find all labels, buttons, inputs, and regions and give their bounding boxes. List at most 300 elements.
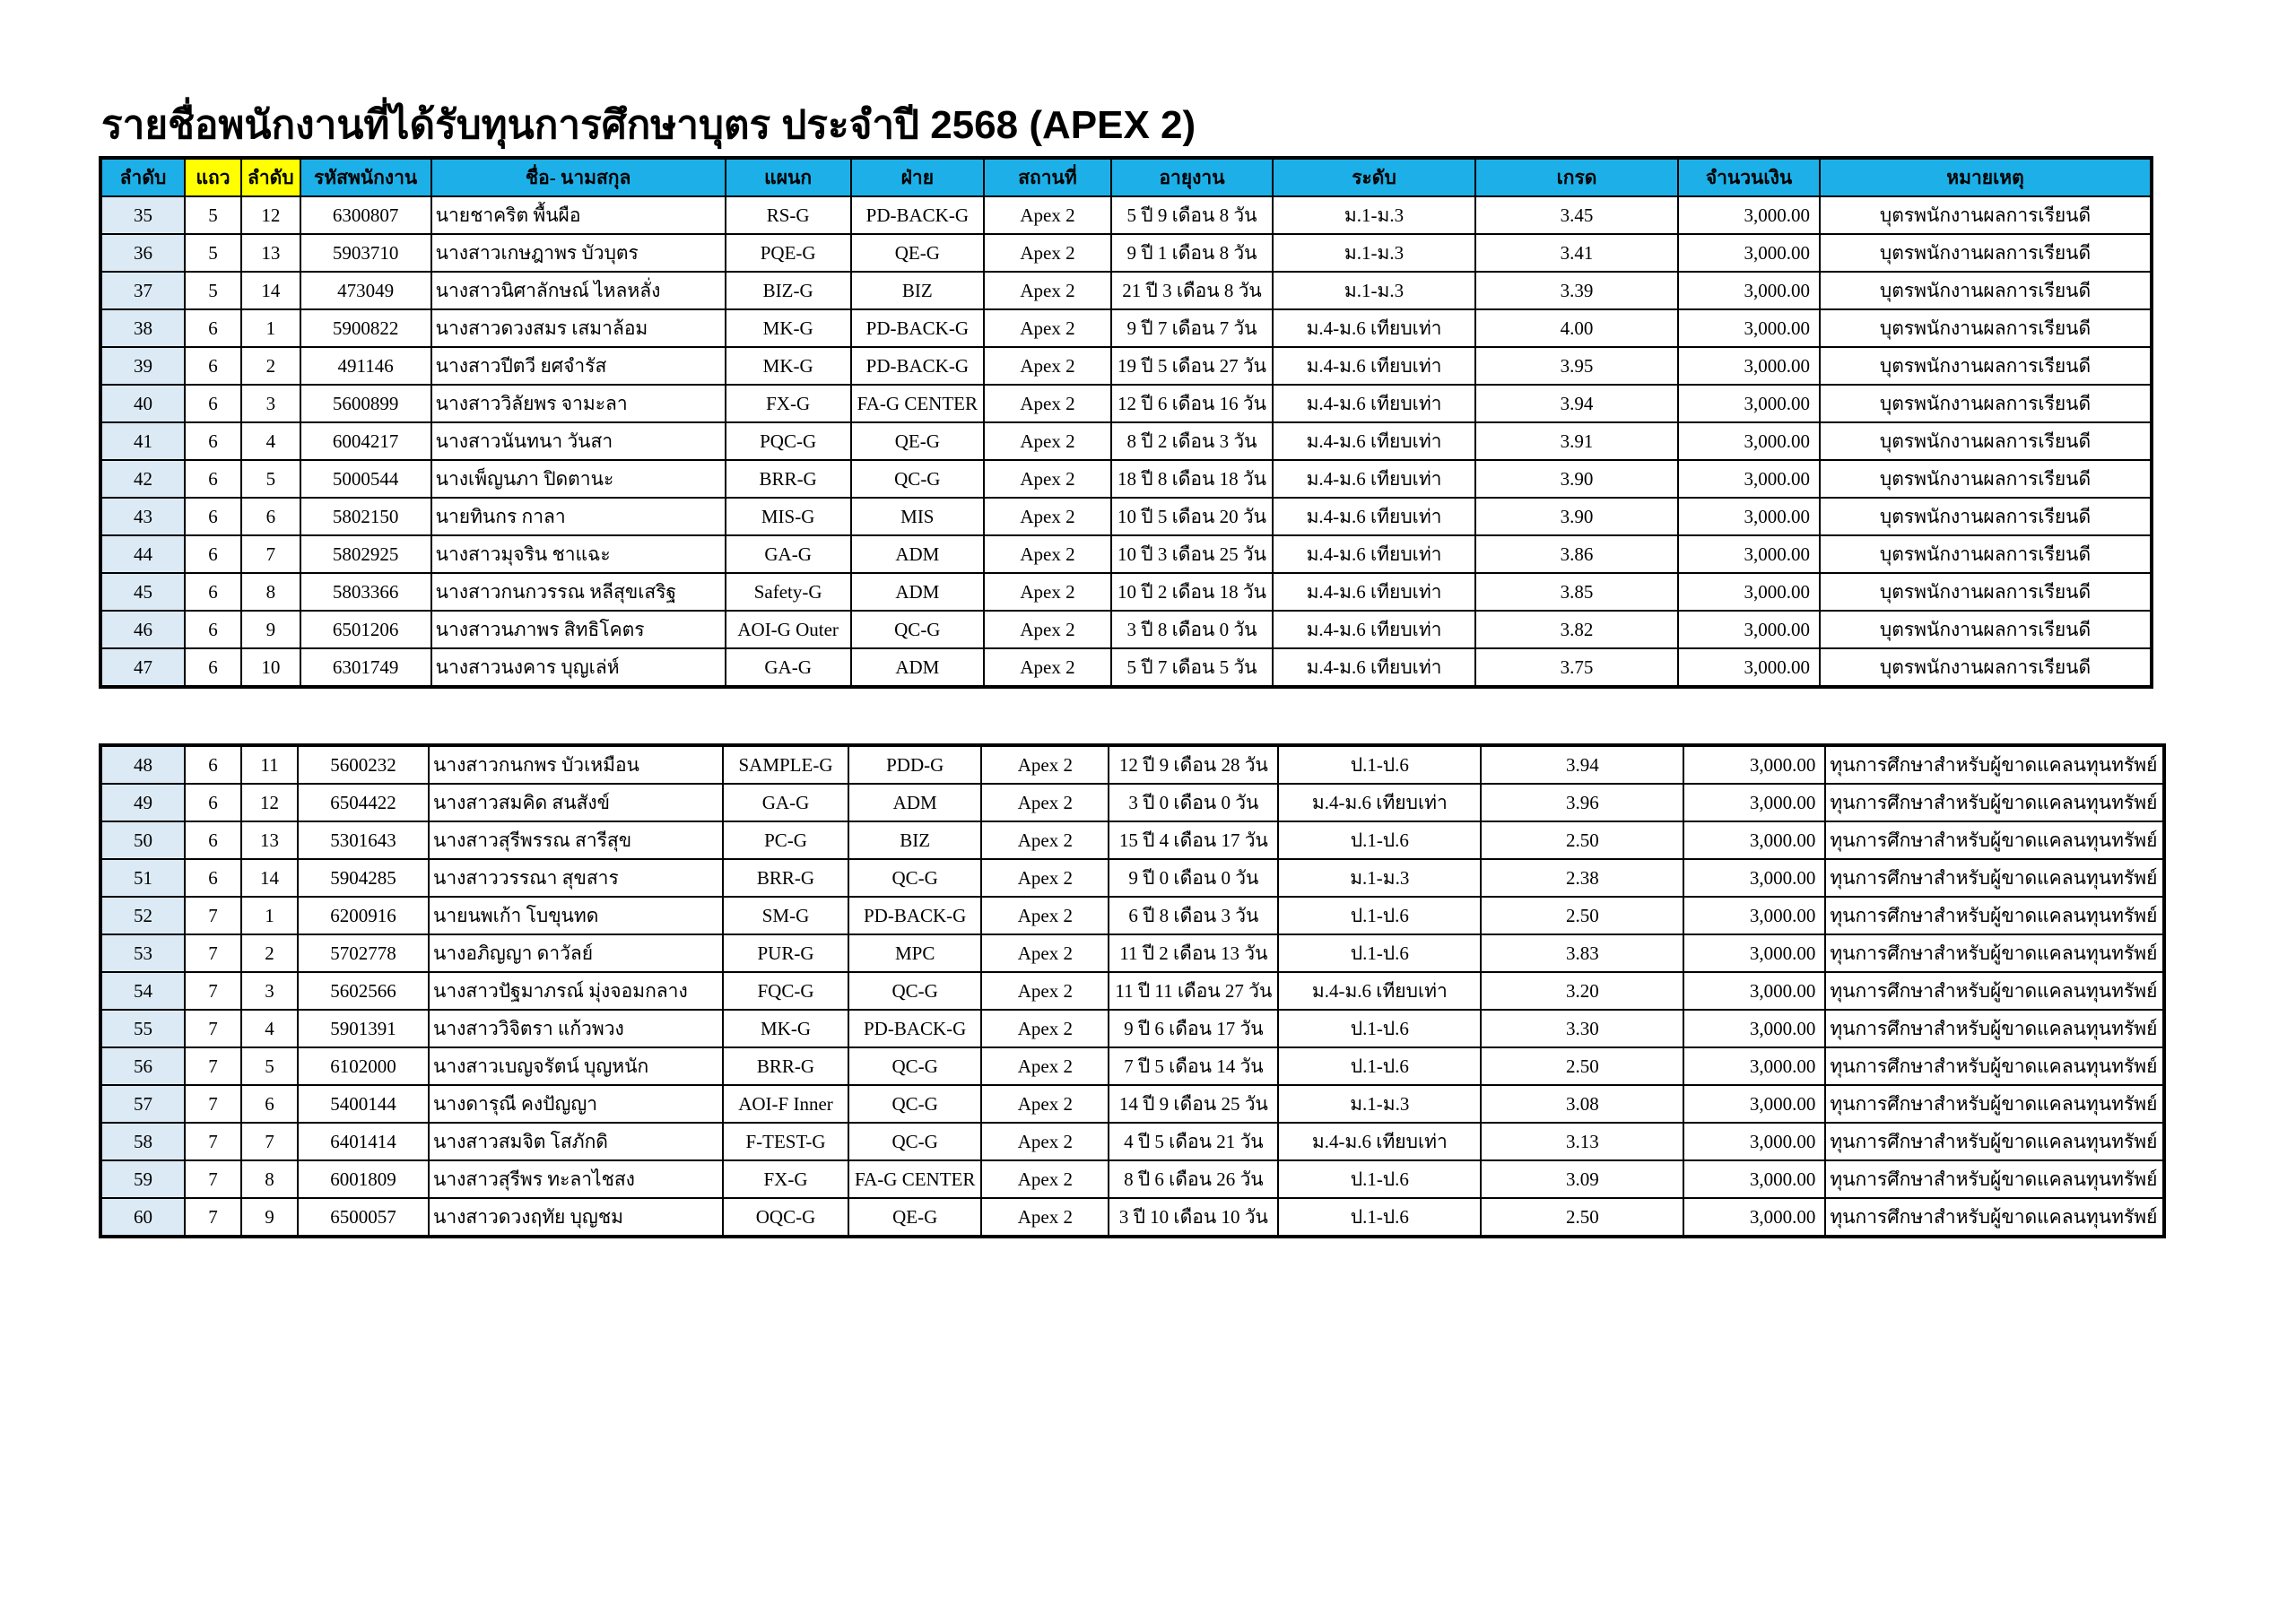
- cell-employee-id: 5903710: [300, 234, 431, 272]
- cell-level: ม.4-ม.6 เทียบเท่า: [1273, 347, 1475, 385]
- cell-remark: บุตรพนักงานผลการเรียนดี: [1820, 648, 2152, 687]
- cell-remark: บุตรพนักงานผลการเรียนดี: [1820, 385, 2152, 422]
- table-row: [100, 385, 2152, 422]
- cell-employee-id: 5901391: [298, 1010, 429, 1047]
- cell-department: PC-G: [723, 821, 848, 859]
- cell-department: BRR-G: [726, 460, 851, 498]
- cell-remark: ทุนการศึกษาสำหรับผู้ขาดแคลนทุนทรัพย์: [1825, 745, 2164, 784]
- cell-name: นางสาวกนกวรรณ หลีสุขเสริฐ: [431, 573, 726, 611]
- cell-tenure: 9 ปี 1 เดือน 8 วัน: [1111, 234, 1273, 272]
- cell-division: QC-G: [848, 1047, 981, 1085]
- table-row: [100, 234, 2152, 272]
- cell-row: 5: [185, 272, 241, 309]
- cell-tenure: 6 ปี 8 เดือน 3 วัน: [1109, 897, 1278, 934]
- cell-department: PUR-G: [723, 934, 848, 972]
- cell-seq: 8: [241, 573, 300, 611]
- cell-amount: 3,000.00: [1683, 897, 1825, 934]
- cell-location: Apex 2: [984, 573, 1111, 611]
- cell-row: 7: [185, 1010, 241, 1047]
- cell-amount: 3,000.00: [1683, 784, 1825, 821]
- cell-level: ม.1-ม.3: [1273, 196, 1475, 234]
- cell-order: 44: [100, 535, 185, 573]
- table-row: [100, 1047, 2164, 1085]
- table-row: [100, 934, 2164, 972]
- cell-employee-id: 473049: [300, 272, 431, 309]
- table-row: [100, 1010, 2164, 1047]
- cell-level: ม.4-ม.6 เทียบเท่า: [1273, 309, 1475, 347]
- cell-amount: 3,000.00: [1683, 1010, 1825, 1047]
- cell-seq: 13: [241, 821, 298, 859]
- cell-employee-id: 6301749: [300, 648, 431, 687]
- cell-seq: 2: [241, 347, 300, 385]
- cell-division: BIZ: [851, 272, 984, 309]
- cell-order: 49: [100, 784, 185, 821]
- cell-name: นางสาวกนกพร บัวเหมือน: [429, 745, 723, 784]
- cell-grade: 2.38: [1481, 859, 1683, 897]
- cell-seq: 5: [241, 1047, 298, 1085]
- cell-level: ม.4-ม.6 เทียบเท่า: [1278, 1123, 1481, 1160]
- cell-grade: 2.50: [1481, 821, 1683, 859]
- cell-name: นางสาววรรณา สุขสาร: [429, 859, 723, 897]
- cell-seq: 7: [241, 535, 300, 573]
- cell-row: 6: [185, 498, 241, 535]
- cell-tenure: 10 ปี 2 เดือน 18 วัน: [1111, 573, 1273, 611]
- cell-division: QC-G: [851, 611, 984, 648]
- cell-order: 53: [100, 934, 185, 972]
- cell-amount: 3,000.00: [1683, 1085, 1825, 1123]
- cell-name: นายชาคริต พื้นผือ: [431, 196, 726, 234]
- cell-seq: 6: [241, 1085, 298, 1123]
- cell-grade: 3.90: [1475, 460, 1678, 498]
- cell-level: ม.4-ม.6 เทียบเท่า: [1273, 385, 1475, 422]
- cell-level: ม.4-ม.6 เทียบเท่า: [1278, 784, 1481, 821]
- cell-remark: บุตรพนักงานผลการเรียนดี: [1820, 272, 2152, 309]
- cell-seq: 12: [241, 784, 298, 821]
- cell-location: Apex 2: [981, 1123, 1109, 1160]
- cell-employee-id: 6200916: [298, 897, 429, 934]
- cell-name: นางสาวดวงฤทัย บุญชม: [429, 1198, 723, 1237]
- col-header-remark: หมายเหตุ: [1820, 158, 2152, 196]
- cell-level: ม.1-ม.3: [1278, 859, 1481, 897]
- cell-department: AOI-G Outer: [726, 611, 851, 648]
- cell-tenure: 10 ปี 3 เดือน 25 วัน: [1111, 535, 1273, 573]
- cell-tenure: 19 ปี 5 เดือน 27 วัน: [1111, 347, 1273, 385]
- cell-row: 7: [185, 1198, 241, 1237]
- cell-row: 6: [185, 648, 241, 687]
- cell-division: ADM: [851, 573, 984, 611]
- cell-amount: 3,000.00: [1678, 573, 1820, 611]
- cell-location: Apex 2: [981, 1085, 1109, 1123]
- table-row: [100, 972, 2164, 1010]
- cell-remark: บุตรพนักงานผลการเรียนดี: [1820, 309, 2152, 347]
- scholarship-table-need-based: [99, 743, 2166, 1238]
- cell-tenure: 9 ปี 7 เดือน 7 วัน: [1111, 309, 1273, 347]
- cell-row: 6: [185, 859, 241, 897]
- table-row: [100, 347, 2152, 385]
- cell-order: 35: [100, 196, 185, 234]
- cell-grade: 2.50: [1481, 1047, 1683, 1085]
- cell-seq: 4: [241, 1010, 298, 1047]
- cell-order: 60: [100, 1198, 185, 1237]
- cell-row: 6: [185, 611, 241, 648]
- cell-seq: 10: [241, 648, 300, 687]
- cell-amount: 3,000.00: [1683, 1047, 1825, 1085]
- cell-department: F-TEST-G: [723, 1123, 848, 1160]
- cell-seq: 7: [241, 1123, 298, 1160]
- table-row: [100, 498, 2152, 535]
- cell-order: 39: [100, 347, 185, 385]
- cell-seq: 3: [241, 385, 300, 422]
- cell-employee-id: 5803366: [300, 573, 431, 611]
- cell-employee-id: 5400144: [298, 1085, 429, 1123]
- cell-level: ม.4-ม.6 เทียบเท่า: [1278, 972, 1481, 1010]
- cell-tenure: 8 ปี 2 เดือน 3 วัน: [1111, 422, 1273, 460]
- cell-order: 52: [100, 897, 185, 934]
- cell-row: 7: [185, 1085, 241, 1123]
- cell-name: นางสาวปีตวี ยศจำรัส: [431, 347, 726, 385]
- cell-employee-id: 5802150: [300, 498, 431, 535]
- cell-amount: 3,000.00: [1683, 972, 1825, 1010]
- cell-order: 42: [100, 460, 185, 498]
- cell-name: นางสาวเกษฎาพร บัวบุตร: [431, 234, 726, 272]
- cell-row: 6: [185, 784, 241, 821]
- cell-remark: บุตรพนักงานผลการเรียนดี: [1820, 498, 2152, 535]
- cell-order: 51: [100, 859, 185, 897]
- cell-location: Apex 2: [981, 784, 1109, 821]
- page-title: รายชื่อพนักงานที่ได้รับทุนการศึกษาบุตร ประจำปี 2568 (APEX 2): [101, 103, 1196, 147]
- cell-employee-id: 6004217: [300, 422, 431, 460]
- col-header-employee-id: รหัสพนักงาน: [300, 158, 431, 196]
- table-row: [100, 648, 2152, 687]
- cell-name: นางสาวดวงสมร เสมาล้อม: [431, 309, 726, 347]
- cell-division: PD-BACK-G: [851, 347, 984, 385]
- cell-row: 5: [185, 196, 241, 234]
- cell-employee-id: 5600232: [298, 745, 429, 784]
- cell-grade: 3.85: [1475, 573, 1678, 611]
- cell-location: Apex 2: [981, 1010, 1109, 1047]
- cell-seq: 5: [241, 460, 300, 498]
- cell-order: 59: [100, 1160, 185, 1198]
- cell-tenure: 21 ปี 3 เดือน 8 วัน: [1111, 272, 1273, 309]
- cell-location: Apex 2: [984, 422, 1111, 460]
- cell-employee-id: 5900822: [300, 309, 431, 347]
- cell-employee-id: 5802925: [300, 535, 431, 573]
- cell-order: 56: [100, 1047, 185, 1085]
- cell-location: Apex 2: [981, 972, 1109, 1010]
- cell-employee-id: 491146: [300, 347, 431, 385]
- cell-order: 57: [100, 1085, 185, 1123]
- cell-remark: บุตรพนักงานผลการเรียนดี: [1820, 234, 2152, 272]
- cell-remark: ทุนการศึกษาสำหรับผู้ขาดแคลนทุนทรัพย์: [1825, 859, 2164, 897]
- cell-seq: 9: [241, 611, 300, 648]
- cell-location: Apex 2: [984, 272, 1111, 309]
- cell-name: นางสาววิจิตรา แก้วพวง: [429, 1010, 723, 1047]
- cell-row: 6: [185, 745, 241, 784]
- cell-amount: 3,000.00: [1678, 309, 1820, 347]
- col-header-division: ฝ่าย: [851, 158, 984, 196]
- cell-employee-id: 6501206: [300, 611, 431, 648]
- cell-name: นางสาวสมจิต โสภักดิ: [429, 1123, 723, 1160]
- cell-tenure: 8 ปี 6 เดือน 26 วัน: [1109, 1160, 1278, 1198]
- cell-name: นางสาวปัฐมาภรณ์ มุ่งจอมกลาง: [429, 972, 723, 1010]
- cell-location: Apex 2: [981, 859, 1109, 897]
- cell-name: นางสาวสมคิด สนสังข์: [429, 784, 723, 821]
- table-row: [100, 535, 2152, 573]
- cell-seq: 2: [241, 934, 298, 972]
- cell-location: Apex 2: [984, 498, 1111, 535]
- cell-seq: 1: [241, 309, 300, 347]
- col-header-amount: จำนวนเงิน: [1678, 158, 1820, 196]
- table-row: [100, 1123, 2164, 1160]
- cell-department: BIZ-G: [726, 272, 851, 309]
- cell-level: ม.4-ม.6 เทียบเท่า: [1273, 648, 1475, 687]
- cell-grade: 3.20: [1481, 972, 1683, 1010]
- table-row: [100, 422, 2152, 460]
- cell-name: นางสาวมุจริน ชาแฉะ: [431, 535, 726, 573]
- cell-amount: 3,000.00: [1678, 234, 1820, 272]
- cell-seq: 6: [241, 498, 300, 535]
- cell-order: 48: [100, 745, 185, 784]
- cell-division: BIZ: [848, 821, 981, 859]
- col-header-row: แถว: [185, 158, 241, 196]
- cell-name: นางสาวนงคาร บุญเล่ห์: [431, 648, 726, 687]
- cell-row: 6: [185, 385, 241, 422]
- cell-level: ป.1-ป.6: [1278, 821, 1481, 859]
- cell-order: 41: [100, 422, 185, 460]
- cell-department: MK-G: [726, 309, 851, 347]
- cell-name: นางสาวสุรีพรรณ สารีสุข: [429, 821, 723, 859]
- cell-name: นางเพ็ญนภา ปิดตานะ: [431, 460, 726, 498]
- cell-division: QC-G: [848, 972, 981, 1010]
- table-row: [100, 196, 2152, 234]
- cell-row: 6: [185, 309, 241, 347]
- cell-remark: ทุนการศึกษาสำหรับผู้ขาดแคลนทุนทรัพย์: [1825, 784, 2164, 821]
- cell-seq: 3: [241, 972, 298, 1010]
- cell-tenure: 14 ปี 9 เดือน 25 วัน: [1109, 1085, 1278, 1123]
- cell-grade: 3.08: [1481, 1085, 1683, 1123]
- cell-department: BRR-G: [723, 859, 848, 897]
- cell-grade: 4.00: [1475, 309, 1678, 347]
- cell-employee-id: 6001809: [298, 1160, 429, 1198]
- cell-tenure: 3 ปี 8 เดือน 0 วัน: [1111, 611, 1273, 648]
- cell-order: 46: [100, 611, 185, 648]
- cell-level: ม.4-ม.6 เทียบเท่า: [1273, 498, 1475, 535]
- table-row: [100, 784, 2164, 821]
- cell-location: Apex 2: [981, 1198, 1109, 1237]
- cell-level: ม.4-ม.6 เทียบเท่า: [1273, 573, 1475, 611]
- table-row: [100, 1085, 2164, 1123]
- cell-grade: 3.41: [1475, 234, 1678, 272]
- cell-name: นายทินกร กาลา: [431, 498, 726, 535]
- cell-grade: 3.39: [1475, 272, 1678, 309]
- cell-name: นางสาวนภาพร สิทธิโคตร: [431, 611, 726, 648]
- cell-grade: 3.91: [1475, 422, 1678, 460]
- cell-department: OQC-G: [723, 1198, 848, 1237]
- cell-department: MIS-G: [726, 498, 851, 535]
- cell-amount: 3,000.00: [1683, 1198, 1825, 1237]
- cell-row: 7: [185, 1160, 241, 1198]
- cell-row: 7: [185, 897, 241, 934]
- col-header-grade: เกรด: [1475, 158, 1678, 196]
- col-header-seq: ลำดับ: [241, 158, 300, 196]
- cell-grade: 3.96: [1481, 784, 1683, 821]
- cell-grade: 3.30: [1481, 1010, 1683, 1047]
- cell-level: ม.4-ม.6 เทียบเท่า: [1273, 611, 1475, 648]
- cell-seq: 12: [241, 196, 300, 234]
- cell-tenure: 9 ปี 0 เดือน 0 วัน: [1109, 859, 1278, 897]
- table-row: [100, 745, 2164, 784]
- cell-division: QE-G: [848, 1198, 981, 1237]
- cell-order: 58: [100, 1123, 185, 1160]
- cell-row: 6: [185, 422, 241, 460]
- cell-order: 36: [100, 234, 185, 272]
- cell-remark: บุตรพนักงานผลการเรียนดี: [1820, 347, 2152, 385]
- cell-amount: 3,000.00: [1683, 745, 1825, 784]
- cell-location: Apex 2: [984, 234, 1111, 272]
- cell-seq: 8: [241, 1160, 298, 1198]
- cell-remark: ทุนการศึกษาสำหรับผู้ขาดแคลนทุนทรัพย์: [1825, 1085, 2164, 1123]
- cell-row: 6: [185, 535, 241, 573]
- header-row: [100, 158, 2152, 196]
- cell-grade: 3.45: [1475, 196, 1678, 234]
- cell-remark: บุตรพนักงานผลการเรียนดี: [1820, 535, 2152, 573]
- table-row: [100, 272, 2152, 309]
- cell-row: 7: [185, 934, 241, 972]
- cell-employee-id: 5904285: [298, 859, 429, 897]
- cell-grade: 3.75: [1475, 648, 1678, 687]
- cell-seq: 1: [241, 897, 298, 934]
- cell-level: ป.1-ป.6: [1278, 897, 1481, 934]
- cell-order: 40: [100, 385, 185, 422]
- cell-seq: 11: [241, 745, 298, 784]
- cell-location: Apex 2: [981, 1160, 1109, 1198]
- cell-remark: บุตรพนักงานผลการเรียนดี: [1820, 460, 2152, 498]
- cell-amount: 3,000.00: [1678, 535, 1820, 573]
- cell-remark: ทุนการศึกษาสำหรับผู้ขาดแคลนทุนทรัพย์: [1825, 1198, 2164, 1237]
- cell-name: นางสาวเบญจรัตน์ บุญหนัก: [429, 1047, 723, 1085]
- col-header-location: สถานที่: [984, 158, 1111, 196]
- cell-department: FX-G: [726, 385, 851, 422]
- cell-department: SM-G: [723, 897, 848, 934]
- cell-order: 50: [100, 821, 185, 859]
- cell-department: SAMPLE-G: [723, 745, 848, 784]
- cell-name: นางดารุณี คงปัญญา: [429, 1085, 723, 1123]
- cell-row: 7: [185, 1123, 241, 1160]
- cell-level: ม.4-ม.6 เทียบเท่า: [1273, 460, 1475, 498]
- col-header-order: ลำดับ: [100, 158, 185, 196]
- cell-tenure: 15 ปี 4 เดือน 17 วัน: [1109, 821, 1278, 859]
- cell-amount: 3,000.00: [1683, 821, 1825, 859]
- cell-tenure: 5 ปี 7 เดือน 5 วัน: [1111, 648, 1273, 687]
- table-row: [100, 573, 2152, 611]
- cell-tenure: 12 ปี 6 เดือน 16 วัน: [1111, 385, 1273, 422]
- cell-department: PQC-G: [726, 422, 851, 460]
- cell-row: 6: [185, 347, 241, 385]
- cell-department: FX-G: [723, 1160, 848, 1198]
- cell-department: AOI-F Inner: [723, 1085, 848, 1123]
- cell-tenure: 12 ปี 9 เดือน 28 วัน: [1109, 745, 1278, 784]
- cell-level: ม.1-ม.3: [1273, 234, 1475, 272]
- cell-row: 6: [185, 821, 241, 859]
- cell-order: 38: [100, 309, 185, 347]
- cell-employee-id: 6500057: [298, 1198, 429, 1237]
- cell-department: PQE-G: [726, 234, 851, 272]
- cell-department: GA-G: [726, 648, 851, 687]
- cell-level: ป.1-ป.6: [1278, 745, 1481, 784]
- cell-division: FA-G CENTER: [848, 1160, 981, 1198]
- cell-row: 7: [185, 972, 241, 1010]
- cell-grade: 3.86: [1475, 535, 1678, 573]
- col-header-department: แผนก: [726, 158, 851, 196]
- cell-level: ม.1-ม.3: [1278, 1085, 1481, 1123]
- cell-location: Apex 2: [984, 535, 1111, 573]
- cell-division: QC-G: [848, 859, 981, 897]
- cell-level: ป.1-ป.6: [1278, 1198, 1481, 1237]
- cell-tenure: 11 ปี 11 เดือน 27 วัน: [1109, 972, 1278, 1010]
- cell-grade: 3.90: [1475, 498, 1678, 535]
- cell-amount: 3,000.00: [1678, 460, 1820, 498]
- cell-remark: ทุนการศึกษาสำหรับผู้ขาดแคลนทุนทรัพย์: [1825, 1047, 2164, 1085]
- table-row: [100, 611, 2152, 648]
- cell-name: นางสาวสุรีพร ทะลาไชสง: [429, 1160, 723, 1198]
- cell-name: นางสาวนันทนา วันสา: [431, 422, 726, 460]
- cell-order: 54: [100, 972, 185, 1010]
- cell-remark: บุตรพนักงานผลการเรียนดี: [1820, 573, 2152, 611]
- cell-division: PD-BACK-G: [848, 897, 981, 934]
- cell-order: 43: [100, 498, 185, 535]
- cell-grade: 3.13: [1481, 1123, 1683, 1160]
- cell-division: ADM: [851, 648, 984, 687]
- cell-remark: ทุนการศึกษาสำหรับผู้ขาดแคลนทุนทรัพย์: [1825, 821, 2164, 859]
- cell-location: Apex 2: [984, 309, 1111, 347]
- cell-remark: ทุนการศึกษาสำหรับผู้ขาดแคลนทุนทรัพย์: [1825, 1160, 2164, 1198]
- cell-amount: 3,000.00: [1678, 648, 1820, 687]
- cell-row: 6: [185, 460, 241, 498]
- cell-division: PD-BACK-G: [851, 196, 984, 234]
- cell-employee-id: 6504422: [298, 784, 429, 821]
- col-header-name: ชื่อ- นามสกุล: [431, 158, 726, 196]
- cell-amount: 3,000.00: [1678, 196, 1820, 234]
- cell-amount: 3,000.00: [1678, 422, 1820, 460]
- cell-division: QE-G: [851, 422, 984, 460]
- cell-seq: 4: [241, 422, 300, 460]
- cell-grade: 3.94: [1475, 385, 1678, 422]
- cell-tenure: 10 ปี 5 เดือน 20 วัน: [1111, 498, 1273, 535]
- table-row: [100, 897, 2164, 934]
- cell-department: BRR-G: [723, 1047, 848, 1085]
- cell-location: Apex 2: [981, 821, 1109, 859]
- table-row: [100, 460, 2152, 498]
- cell-tenure: 9 ปี 6 เดือน 17 วัน: [1109, 1010, 1278, 1047]
- cell-tenure: 4 ปี 5 เดือน 21 วัน: [1109, 1123, 1278, 1160]
- cell-level: ป.1-ป.6: [1278, 934, 1481, 972]
- col-header-level: ระดับ: [1273, 158, 1475, 196]
- cell-division: MIS: [851, 498, 984, 535]
- cell-location: Apex 2: [984, 196, 1111, 234]
- cell-employee-id: 6401414: [298, 1123, 429, 1160]
- cell-amount: 3,000.00: [1678, 611, 1820, 648]
- cell-grade: 3.09: [1481, 1160, 1683, 1198]
- cell-grade: 3.94: [1481, 745, 1683, 784]
- table-row: [100, 1198, 2164, 1237]
- cell-amount: 3,000.00: [1678, 272, 1820, 309]
- cell-grade: 3.83: [1481, 934, 1683, 972]
- cell-division: QC-G: [848, 1085, 981, 1123]
- cell-row: 6: [185, 573, 241, 611]
- cell-seq: 9: [241, 1198, 298, 1237]
- cell-employee-id: 5600899: [300, 385, 431, 422]
- cell-department: Safety-G: [726, 573, 851, 611]
